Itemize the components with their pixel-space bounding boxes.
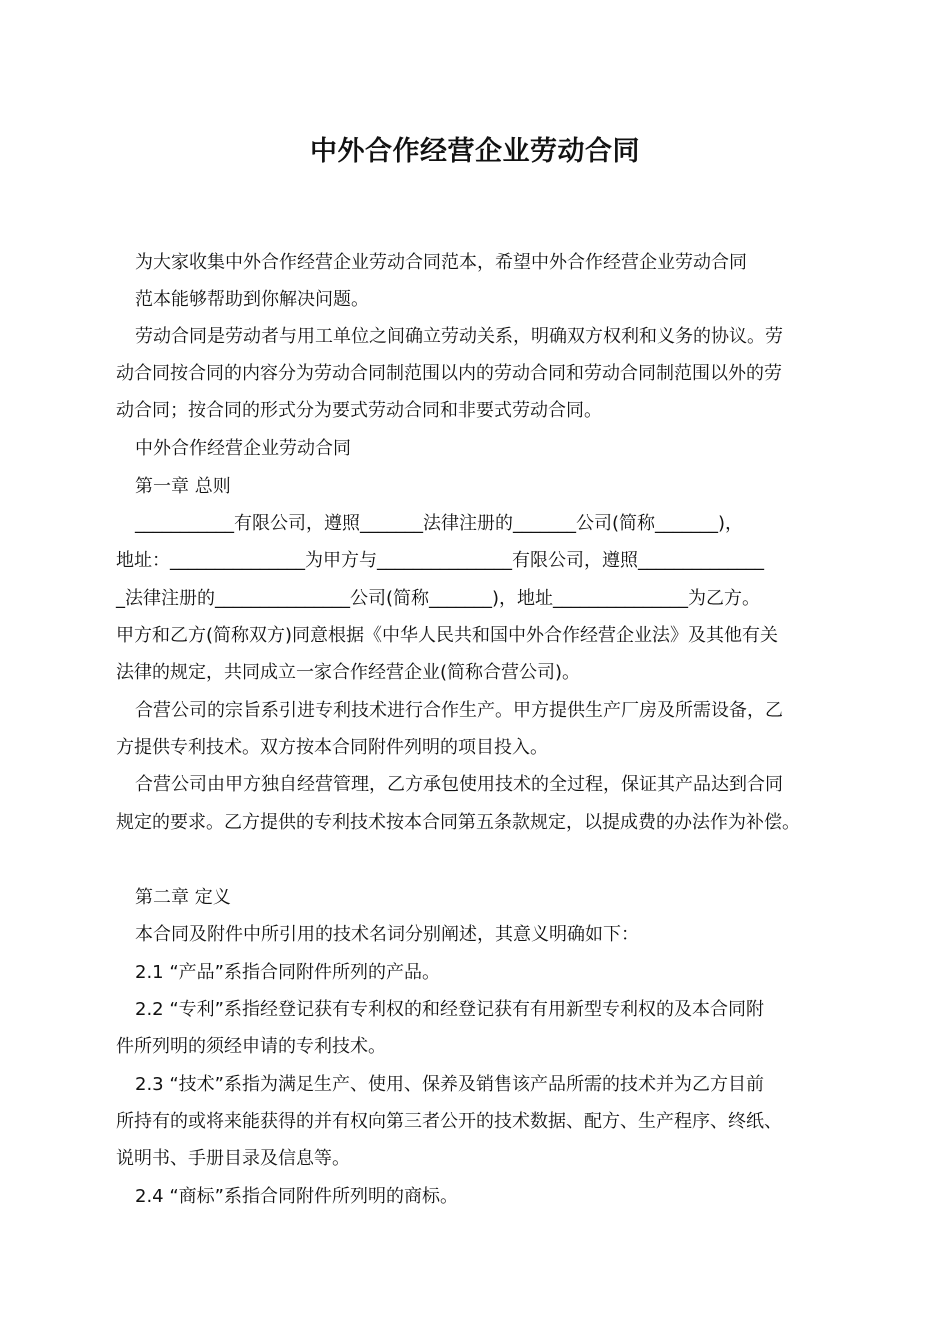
- chapter-heading: 第一章 总则: [135, 476, 231, 497]
- clause-line: 件所列明的须经申请的专利技术。: [116, 1036, 386, 1057]
- document-title: 中外合作经营企业劳动合同: [310, 136, 640, 167]
- paragraph-line: 劳动合同是劳动者与用工单位之间确立劳动关系，明确双方权利和义务的协议。劳: [135, 326, 783, 347]
- clause-line: 2.1 “产品”系指合同附件所列的产品。: [135, 962, 440, 983]
- clause-line: 2.3 “技术”系指为满足生产、使用、保养及销售该产品所需的技术并为乙方目前: [135, 1074, 764, 1095]
- paragraph-line: 动合同；按合同的形式分为要式劳动合同和非要式劳动合同。: [116, 400, 602, 421]
- paragraph-line: 中外合作经营企业劳动合同: [135, 438, 351, 459]
- paragraph-line: 规定的要求。乙方提供的专利技术按本合同第五条款规定，以提成费的办法作为补偿。: [116, 812, 800, 833]
- clause-line: 所持有的或将来能获得的并有权向第三者公开的技术数据、配方、生产程序、终纸、: [116, 1111, 782, 1132]
- paragraph-line: _法律注册的_______________公司(简称_______)，地址_______________为乙方。: [116, 588, 761, 609]
- paragraph-line: 动合同按合同的内容分为劳动合同制范围以内的劳动合同和劳动合同制范围以外的劳: [116, 363, 782, 384]
- paragraph-line: 合营公司的宗旨系引进专利技术进行合作生产。甲方提供生产厂房及所需设备，乙: [135, 700, 783, 721]
- paragraph-line: 甲方和乙方(简称双方)同意根据《中华人民共和国中外合作经营企业法》及其他有关: [116, 625, 779, 646]
- clause-line: 2.4 “商标”系指合同附件所列明的商标。: [135, 1186, 458, 1207]
- paragraph-line: ___________有限公司，遵照_______法律注册的_______公司(简称_______)，: [135, 513, 744, 534]
- chapter-heading: 第二章 定义: [135, 887, 231, 908]
- paragraph-line: 为大家收集中外合作经营企业劳动合同范本，希望中外合作经营企业劳动合同: [135, 252, 747, 273]
- paragraph-line: 范本能够帮助到你解决问题。: [135, 289, 369, 310]
- clause-line: 2.2 “专利”系指经登记获有专利权的和经登记获有有用新型专利权的及本合同附: [135, 999, 764, 1020]
- paragraph-line: 方提供专利技术。双方按本合同附件列明的项目投入。: [116, 737, 548, 758]
- paragraph-line: 地址：_______________为甲方与_______________有限公司，遵照______________: [116, 550, 764, 571]
- clause-line: 说明书、手册目录及信息等。: [116, 1148, 350, 1169]
- paragraph-line: 本合同及附件中所引用的技术名词分别阐述，其意义明确如下：: [135, 924, 639, 945]
- paragraph-line: 合营公司由甲方独自经营管理，乙方承包使用技术的全过程，保证其产品达到合同: [135, 774, 783, 795]
- paragraph-line: 法律的规定，共同成立一家合作经营企业(简称合营公司)。: [116, 662, 581, 683]
